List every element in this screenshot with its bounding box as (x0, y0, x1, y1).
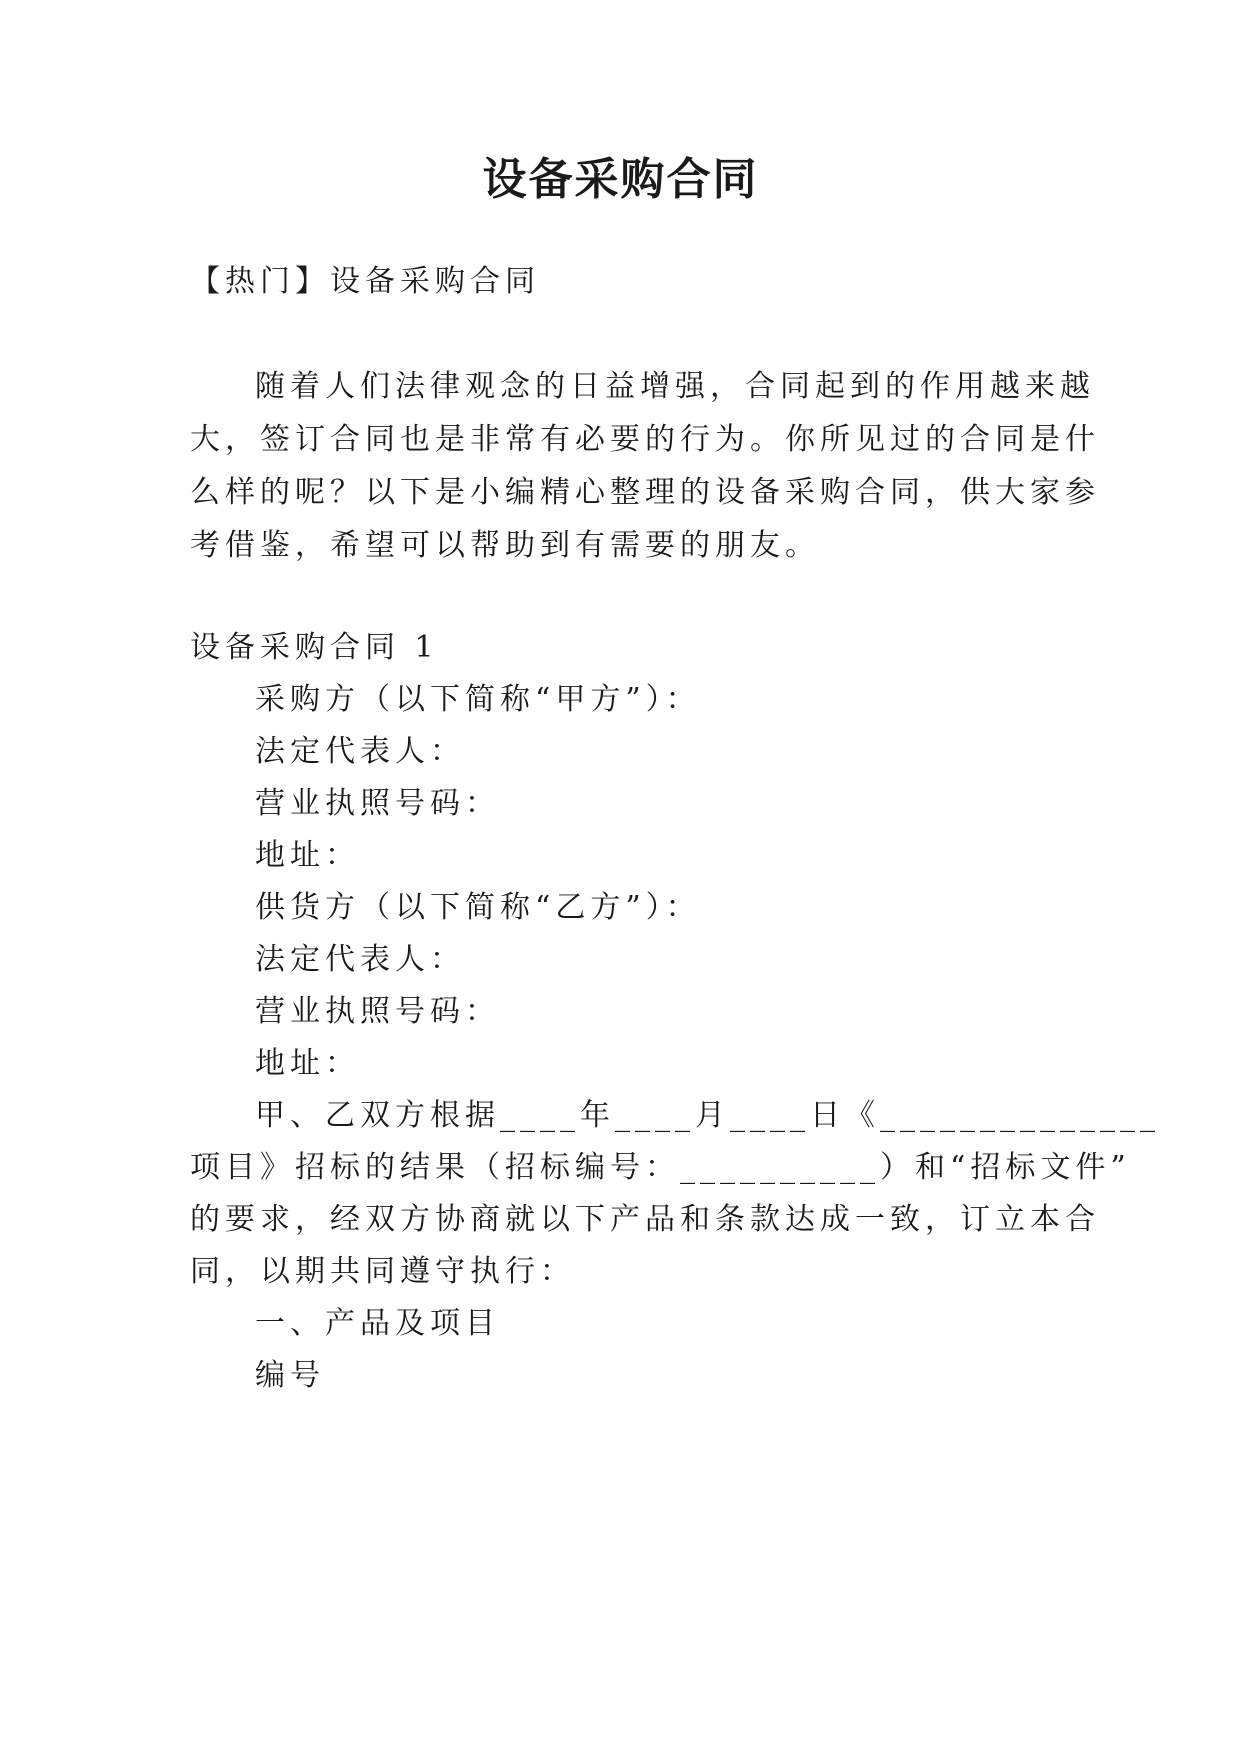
intro-line-3: 么样的呢？以下是小编精心整理的设备采购合同，供大家参 (190, 475, 1100, 510)
document-title: 设备采购合同 (482, 154, 759, 205)
party-line-1: 采购方（以下简称“甲方”）： (255, 682, 701, 717)
section-heading: 设备采购合同 1 (190, 630, 439, 665)
party-line-7: 营业执照号码： (255, 994, 500, 1029)
item-label: 编号 (255, 1358, 325, 1393)
agreement-line-2: 项目》招标的结果（招标编号：__________）和“招标文件” (190, 1150, 1131, 1185)
party-line-6: 法定代表人： (255, 942, 465, 977)
agreement-line-3: 的要求，经双方协商就以下产品和条款达成一致，订立本合 (190, 1202, 1100, 1237)
agreement-line-4: 同，以期共同遵守执行： (190, 1254, 575, 1289)
party-line-3: 营业执照号码： (255, 786, 500, 821)
intro-line-4: 考借鉴，希望可以帮助到有需要的朋友。 (190, 528, 820, 563)
party-line-2: 法定代表人： (255, 734, 465, 769)
party-line-8: 地址： (255, 1046, 360, 1081)
intro-line-1: 随着人们法律观念的日益增强，合同起到的作用越来越 (255, 369, 1095, 404)
agreement-line-1: 甲、乙双方根据____年____月____日《______________ (255, 1098, 1160, 1133)
party-line-4: 地址： (255, 838, 360, 873)
intro-line-2: 大，签订合同也是非常有必要的行为。你所见过的合同是什 (190, 422, 1100, 457)
party-line-5: 供货方（以下简称“乙方”）： (255, 890, 701, 925)
document-subtitle: 【热门】设备采购合同 (190, 264, 540, 299)
item-heading: 一、产品及项目 (255, 1306, 500, 1341)
